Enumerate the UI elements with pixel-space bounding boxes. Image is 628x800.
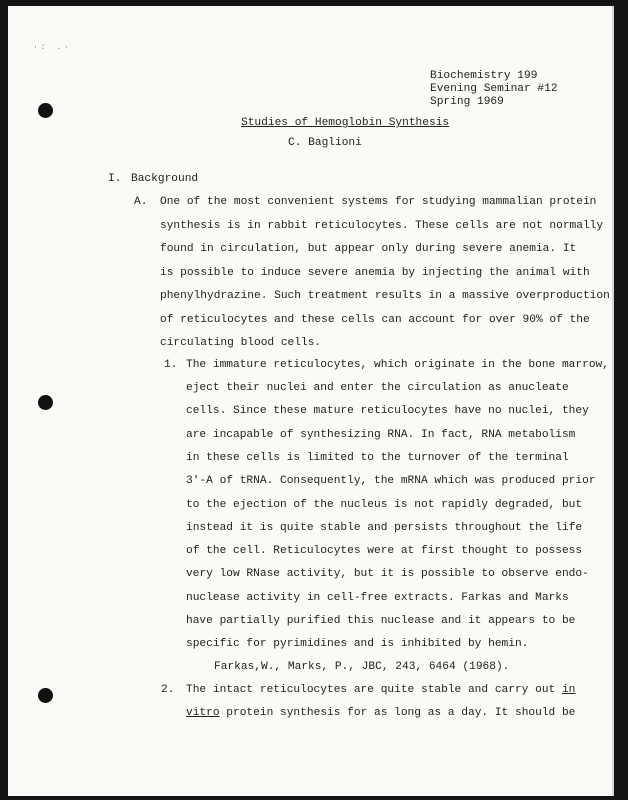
- item-1-line: in these cells is limited to the turnover of the terminal: [186, 452, 569, 464]
- header-seminar: Evening Seminar #12: [430, 83, 558, 95]
- item-1-line: instead it is quite stable and persists throughout the life: [186, 522, 583, 534]
- item-1-line: eject their nuclei and enter the circulation as anucleate: [186, 382, 569, 394]
- item-2-line: [186, 706, 575, 720]
- item-a-line: synthesis is in rabbit reticulocytes. These cells are not normally: [160, 220, 604, 232]
- item-1-line: have partially purified this nuclease and it appears to be: [186, 615, 576, 627]
- item-a-line: circulating blood cells.: [160, 337, 322, 349]
- item-1-line: to the ejection of the nucleus is not rapidly degraded, but: [186, 499, 583, 511]
- item-1-line: are incapable of synthesizing RNA. In fact, RNA metabolism: [186, 429, 576, 441]
- item-1-label: 1.: [164, 359, 178, 371]
- item-2-label: 2.: [161, 684, 175, 696]
- document-author: C. Baglioni: [288, 137, 362, 149]
- reference-citation: Farkas,W., Marks, P., JBC, 243, 6464 (1968).: [214, 661, 510, 673]
- item-a-line: One of the most convenient systems for studying mammalian protein: [160, 196, 597, 208]
- item-2-underlined-in: in: [561, 684, 576, 696]
- item-a-line: phenylhydrazine. Such treatment results in a massive overproduction: [160, 290, 610, 302]
- item-a-line: found in circulation, but appear only during severe anemia. It: [160, 243, 577, 255]
- item-a-line: is possible to induce severe anemia by injecting the animal with: [160, 267, 590, 279]
- document-title: Studies of Hemoglobin Synthesis: [241, 117, 450, 129]
- header-term: Spring 1969: [430, 96, 504, 108]
- item-1-line: very low RNase activity, but it is possible to observe endo-: [186, 568, 589, 580]
- section-title: Background: [131, 173, 199, 185]
- item-2-text: The intact reticulocytes are quite stable and carry out: [186, 684, 562, 696]
- item-1-line: cells. Since these mature reticulocytes have no nuclei, they: [186, 405, 589, 417]
- item-1-line: The immature reticulocytes, which originate in the bone marrow,: [186, 359, 609, 371]
- item-a-label: A.: [134, 196, 148, 208]
- section-number: I.: [108, 173, 122, 185]
- item-1-line: of the cell. Reticulocytes were at first thought to possess: [186, 545, 583, 557]
- punch-hole-bottom: [38, 688, 53, 703]
- item-1-line: specific for pyrimidines and is inhibited by hemin.: [186, 638, 529, 650]
- item-2-line: [186, 683, 575, 697]
- item-a-line: of reticulocytes and these cells can account for over 90% of the: [160, 314, 590, 326]
- item-2-text: protein synthesis for as long as a day. It should be: [219, 707, 576, 719]
- punch-hole-top: [38, 103, 53, 118]
- ink-specks: ·: .·: [33, 43, 73, 52]
- item-1-line: nuclease activity in cell-free extracts. Farkas and Marks: [186, 592, 569, 604]
- punch-hole-middle: [38, 395, 53, 410]
- item-1-line: 3'-A of tRNA. Consequently, the mRNA which was produced prior: [186, 475, 596, 487]
- header-course: Biochemistry 199: [430, 70, 538, 82]
- item-2-underlined-vitro: vitro: [186, 707, 220, 719]
